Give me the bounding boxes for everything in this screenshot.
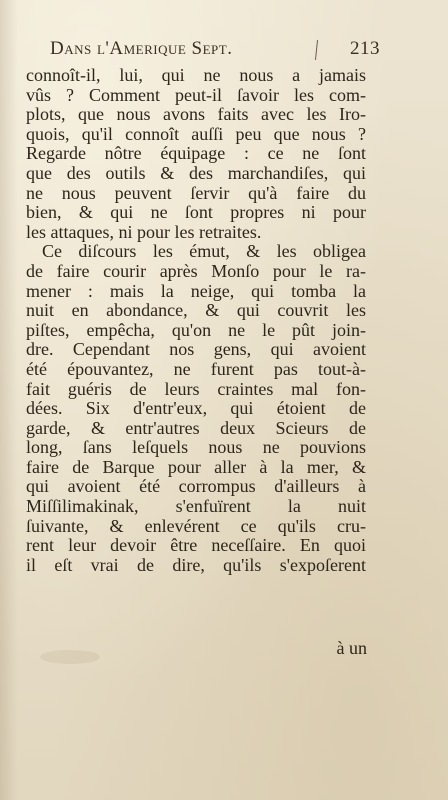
page-header bbox=[50, 38, 380, 62]
text-line: de faire courir après Monſo pour le ra- bbox=[26, 260, 366, 281]
text-line: bien, & qui ne ſont propres ni pour bbox=[26, 202, 366, 223]
gutter-shadow bbox=[0, 0, 18, 800]
text-line: faire de Barque pour aller à la mer, & bbox=[26, 456, 366, 477]
paper-stain bbox=[40, 650, 100, 664]
text-line: Regarde nôtre équipage : ce ne ſont bbox=[26, 143, 366, 164]
page-number: 213 bbox=[350, 38, 380, 59]
text-line: Miſſilimakinak, s'enfuïrent la nuit bbox=[26, 496, 366, 517]
text-line: il eſt vrai de dire, qu'ils s'expoſerent bbox=[26, 554, 366, 575]
text-line: que des outils & des marchandiſes, qui bbox=[26, 162, 366, 183]
text-line: quois, qu'il connoît auſſi peu que nous ? bbox=[26, 123, 366, 144]
text-line: les attaques, ni pour les retraites. bbox=[26, 221, 262, 242]
text-line: qui avoient été corrompus d'ailleurs à bbox=[26, 476, 366, 497]
text-line: long, ſans leſquels nous ne pouvions bbox=[26, 437, 366, 458]
text-line: piſtes, empêcha, qu'on ne le pût join- bbox=[26, 319, 366, 340]
text-line: ſuivante, & enlevérent ce qu'ils cru- bbox=[26, 515, 366, 536]
text-line: dées. Six d'entr'eux, qui étoient de bbox=[26, 398, 366, 419]
text-line: fait guéris de leurs craintes mal fon- bbox=[26, 378, 366, 399]
catchword: à un bbox=[336, 638, 367, 658]
text-line: dre. Cependant nos gens, qui avoient bbox=[26, 339, 366, 360]
text-line: garde, & entr'autres deux Scieurs de bbox=[26, 417, 366, 438]
text-line: mener : mais la neige, qui tomba la bbox=[26, 280, 366, 301]
text-line: ne nous peuvent ſervir qu'à faire du bbox=[26, 182, 366, 203]
text-line: Ce diſcours les émut, & les obligea bbox=[42, 241, 366, 262]
text-line: plots, que nous avons faits avec les Iro- bbox=[26, 104, 366, 125]
text-line: vûs ? Comment peut-il ſavoir les com- bbox=[26, 84, 366, 105]
text-line: connoît-il, lui, qui ne nous a jamais bbox=[26, 65, 366, 85]
running-title: Dans l'Amerique Sept. bbox=[50, 38, 233, 59]
text-line: été épouvantez, ne furent pas tout-à- bbox=[26, 358, 366, 379]
body-text bbox=[26, 66, 366, 575]
text-line: nuit en abondance, & qui couvrit les bbox=[26, 300, 366, 321]
text-line: rent leur devoir être neceſſaire. En quoi bbox=[26, 535, 366, 556]
